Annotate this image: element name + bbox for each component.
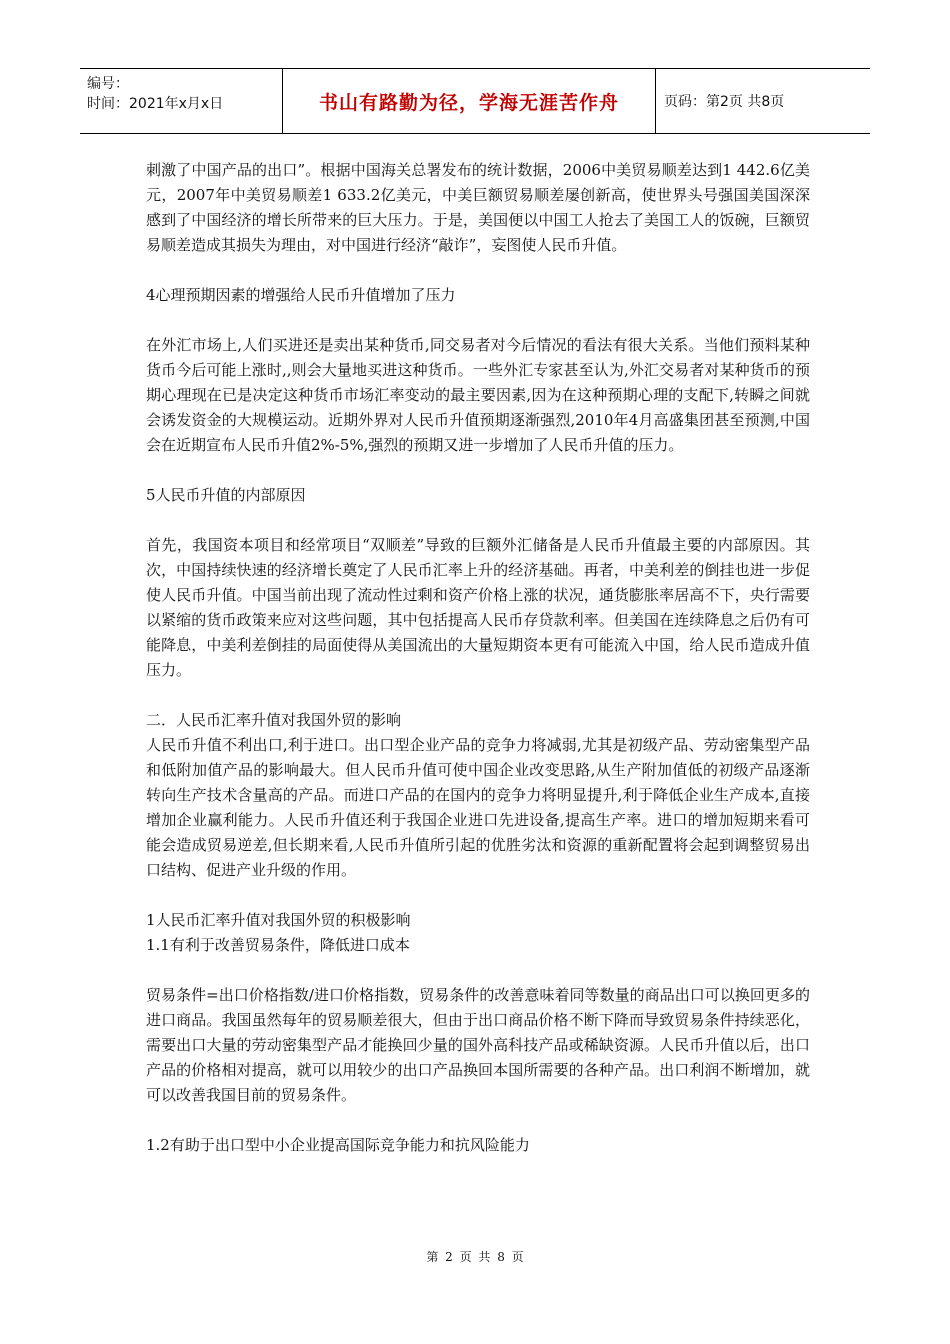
header-meta bbox=[80, 69, 283, 133]
page-footer: 第 2 页 共 8 页 bbox=[426, 1250, 524, 1264]
paragraph: 贸易条件=出口价格指数/进口价格指数，贸易条件的改善意味着同等数量的商品出口可以换回更多的进口商品。我国虽然每年的贸易顺差很大，但由于出口商品价格不断下降而导致贸易条件持续恶化，需要出口大量的劳动密集型产品才能换回少量的国外高科技产品或稀缺资源。人民币升值以后，出口产品的价格相对提高，就可以用较少的出口产品换回本国所需要的各种产品。出口利润不断增加，就可以改善我国目前的贸易条件。 bbox=[146, 986, 810, 1104]
paragraph: 刺激了中国产品的出口”。根据中国海关总署发布的统计数据，2006中美贸易顺差达到1 442.6亿美元，2007年中美贸易顺差1 633.2亿美元，中美巨额贸易顺差屡创新高，使世界头号强国美国深深感到了中国经济的增长所带来的巨大压力。于是，美国便以中国工人抢去了美国工人的饭碗，巨额贸易顺差造成其损失为理由，对中国进行经济“敲诈”，妄图使人民币升值。 bbox=[146, 161, 810, 254]
paragraph: 人民币升值不利出口,利于进口。出口型企业产品的竞争力将减弱,尤其是初级产品、劳动密集型产品和低附加值产品的影响最大。但人民币升值可使中国企业改变思路,从生产附加值低的初级产品逐渐转向生产技术含量高的产品。而进口产品的在国内的竞争力将明显提升,利于降低企业生产成本,直接增加企业赢利能力。人民币升值还利于我国企业进口先进设备,提高生产率。进口的增加短期来看可能会造成贸易逆差,但长期来看,人民币升值所引起的优胜劣汰和资源的重新配置将会起到调整贸易出口结构、促进产业升级的作用。 bbox=[146, 736, 810, 879]
section-heading: 1人民币汇率升值对我国外贸的积极影响 bbox=[146, 911, 411, 929]
subsection-heading: 1.2有助于出口型中小企业提高国际竞争能力和抗风险能力 bbox=[146, 1136, 530, 1154]
page-header bbox=[80, 68, 870, 134]
section-heading: 5人民币升值的内部原因 bbox=[146, 486, 306, 504]
paragraph: 首先，我国资本项目和经常项目“双顺差”导致的巨额外汇储备是人民币升值最主要的内部原因。其次，中国持续快速的经济增长奠定了人民币汇率上升的经济基础。再者，中美利差的倒挂也进一步促使人民币升值。中国当前出现了流动性过剩和资产价格上涨的状况，通货膨胀率居高不下，央行需要以紧缩的货币政策来应对这些问题，其中包括提高人民币存贷款利率。但美国在连续降息之后仍有可能降息，中美利差倒挂的局面使得从美国流出的大量短期资本更有可能流入中国，给人民币造成升值压力。 bbox=[146, 536, 810, 679]
document-number-label: 编号： bbox=[87, 76, 129, 92]
header-page-number: 页码：第2页 共8页 bbox=[664, 94, 785, 110]
header-motto: 书山有路勤为径，学海无涯苦作舟 bbox=[283, 69, 656, 133]
document-time-label: 时间：2021年x月x日 bbox=[87, 96, 224, 112]
section-heading: 4心理预期因素的增强给人民币升值增加了压力 bbox=[146, 286, 456, 304]
subsection-heading: 1.1有利于改善贸易条件，降低进口成本 bbox=[146, 936, 410, 954]
paragraph: 在外汇市场上,人们买进还是卖出某种货币,同交易者对今后情况的看法有很大关系。当他们预料某种货币今后可能上涨时,,则会大量地买进这种货币。一些外汇专家甚至认为,外汇交易者对某种货币的预期心理现在已是决定这种货币市场汇率变动的最主要因素,因为在这种预期心理的支配下,转瞬之间就会诱发资金的大规模运动。近期外界对人民币升值预期逐渐强烈,2010年4月高盛集团甚至预测,中国会在近期宣布人民币升值2%-5%,强烈的预期又进一步增加了人民币升值的压力。 bbox=[146, 336, 810, 454]
document-body bbox=[146, 158, 810, 1158]
chapter-heading: 二．人民币汇率升值对我国外贸的影响 bbox=[146, 711, 402, 729]
